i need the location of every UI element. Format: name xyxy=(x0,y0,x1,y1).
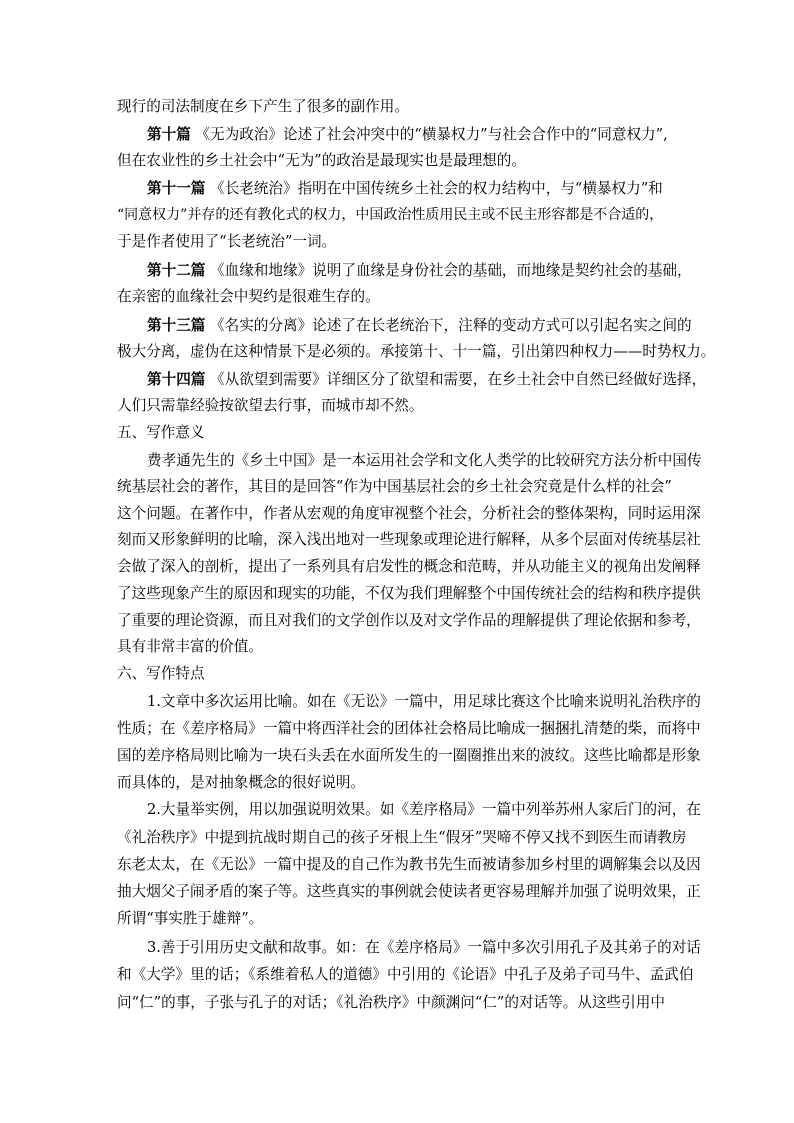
text-line: 1.文章中多次运用比喻。如在《无讼》一篇中，用足球比赛这个比喻来说明礼治秩序的 xyxy=(147,693,701,710)
text-line: 抽大烟父子闹矛盾的案子等。这些真实的事例就会使读者更容易理解并加强了说明效果，正 xyxy=(117,883,701,900)
chapter-heading: 第十一篇 xyxy=(147,180,206,197)
text-line: 第十一篇 《长老统治》指明在中国传统乡土社会的权力结构中，与“横暴权力”和 xyxy=(147,180,663,197)
text-line: 会做了深入的剖析，提出了一系列具有启发性的概念和范畴，并从功能主义的视角出发阐释 xyxy=(117,558,701,575)
text-line: 第十篇 《无为政治》论述了社会冲突中的“横暴权力”与社会合作中的“同意权力”, xyxy=(147,126,668,143)
text-line: 第十二篇 《血缘和地缘》说明了血缘是身份社会的基础，而地缘是契约社会的基础， xyxy=(147,262,692,279)
text-line: 第十四篇 《从欲望到需要》详细区分了欲望和需要，在乡土社会中自然已经做好选择， xyxy=(147,371,707,388)
text-line: 在亲密的血缘社会中契约是很难生存的。 xyxy=(117,288,380,305)
text-line: 极大分离，虚伪在这种情景下是必须的。承接第十、十一篇，引出第四种权力——时势权力。 xyxy=(117,343,716,360)
text-line: 这个问题。在著作中，作者从宏观的角度审视整个社会，分析社会的整体架构，同时运用深 xyxy=(117,505,701,522)
text-line: 第十三篇 《名实的分离》论述了在长老统治下，注释的变动方式可以引起名实之间的 xyxy=(147,317,692,334)
text-line: 费孝通先生的《乡土中国》是一本运用社会学和文化人类学的比较研究方法分析中国传 xyxy=(147,452,702,469)
text-line: 了重要的理论资源，而且对我们的文学创作以及对文学作品的理解提供了理论依据和参考， xyxy=(117,612,701,629)
text-line: 统基层社会的著作，其目的是回答“作为中国基层社会的乡土社会究竟是什么样的社会” xyxy=(117,478,672,495)
text-line: 现行的司法制度在乡下产生了很多的副作用。 xyxy=(117,98,409,115)
text-line: 刻而又形象鲜明的比喻，深入浅出地对一些现象或理论进行解释，从多个层面对传统基层社 xyxy=(117,531,701,548)
text-line: 所谓“事实胜于雄辩”。 xyxy=(117,910,264,927)
section-heading: 五、写作意义 xyxy=(117,424,205,441)
chapter-heading: 第十篇 xyxy=(147,126,191,143)
chapter-heading: 第十四篇 xyxy=(147,371,206,388)
text-line: 3.善于引用历史文献和故事。如：在《差序格局》一篇中多次引用孔子及其弟子的对话 xyxy=(147,939,701,956)
text-line: 东老太太，在《无讼》一篇中提及的自己作为教书先生而被请参加乡村里的调解集会以及因 xyxy=(117,856,701,873)
section-heading: 六、写作特点 xyxy=(117,665,205,682)
text-line: 而具体的，是对抽象概念的很好说明。 xyxy=(117,774,366,791)
chapter-heading: 第十二篇 xyxy=(147,262,206,279)
text-line: 《礼治秩序》中提到抗战时期自己的孩子牙根上生“假牙”哭啼不停又找不到医生而请教房 xyxy=(117,829,687,846)
text-line: 于是作者使用了“长老统治”一词。 xyxy=(117,233,337,250)
chapter-heading: 第十三篇 xyxy=(147,317,206,334)
text-line: 性质；在《差序格局》一篇中将西洋社会的团体社会格局比喻成一捆捆扎清楚的柴，而将中 xyxy=(117,720,701,737)
text-line: 2.大量举实例，用以加强说明效果。如《差序格局》一篇中列举苏州人家后门的河，在 xyxy=(147,801,701,818)
text-line: 了这些现象产生的原因和现实的功能，不仅为我们理解整个中国传统社会的结构和秩序提供 xyxy=(117,585,701,602)
text-line: 国的差序格局则比喻为一块石头丢在水面所发生的一圈圈推出来的波纹。这些比喻都是形象 xyxy=(117,747,701,764)
text-line: 但在农业性的乡土社会中“无为”的政治是最现实也是最理想的。 xyxy=(117,152,526,169)
text-line: 人们只需靠经验按欲望去行事，而城市却不然。 xyxy=(117,397,424,414)
text-line: “同意权力”并存的还有教化式的权力，中国政治性质用民主或不民主形容都是不合适的， xyxy=(117,207,664,223)
text-line: 和《大学》里的话；《系维着私人的道德》中引用的《论语》中孔子及弟子司马牛、孟武伯 xyxy=(117,966,694,983)
text-line: 问“仁”的事，子张与孔子的对话；《礼治秩序》中颜渊问“仁”的对话等。从这些引用中 xyxy=(117,994,665,1011)
text-line: 具有非常丰富的价值。 xyxy=(117,638,263,655)
